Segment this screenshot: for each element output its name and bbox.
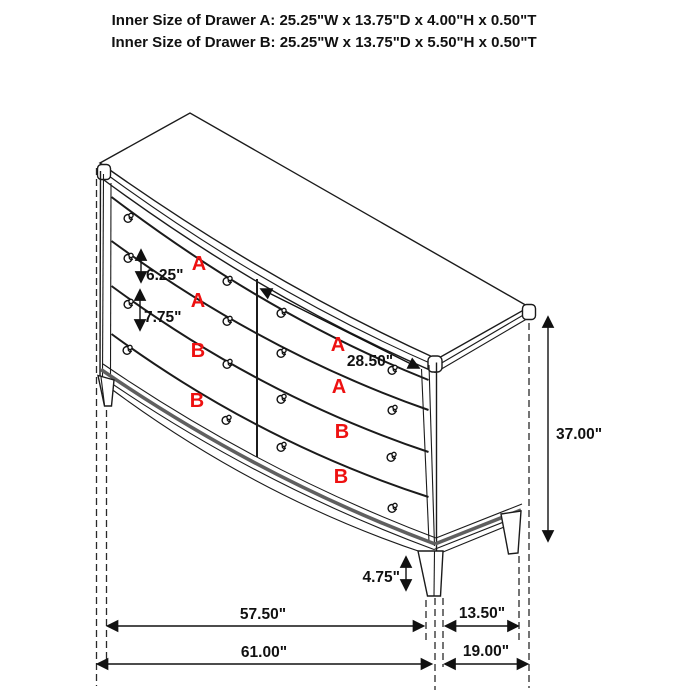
header [111, 12, 536, 51]
dim-front-width-between-legs-label: 57.50" [239, 606, 287, 623]
drawer-label-right-a1: A [330, 334, 346, 356]
drawer-label-right-a2: A [331, 376, 347, 398]
dim-overall-width-label: 61.00" [240, 644, 288, 661]
dim-leg-height-label: 4.75" [362, 569, 400, 586]
dim-overall-depth-label: 19.00" [462, 643, 510, 660]
drawer-label-right-b2: B [333, 466, 349, 488]
drawer-label-left-b1: B [190, 340, 206, 362]
dim-overall-width [98, 644, 432, 664]
right-front-post [422, 363, 437, 552]
dim-drawer-b-front-height-label: 7.75" [144, 309, 182, 326]
back-right-leg [501, 511, 521, 554]
drawer-label-left-a2: A [190, 290, 206, 312]
front-left-leg [98, 376, 114, 407]
dim-overall-height-label: 37.00" [556, 426, 603, 443]
left-front-post [100, 171, 111, 377]
dim-overall-depth [445, 643, 528, 664]
drawer-label-left-a1: A [191, 253, 207, 275]
drawer-label-left-b2: B [189, 390, 205, 412]
dim-drawer-opening-width-label: 28.50" [346, 353, 394, 370]
dim-overall-height [548, 317, 602, 541]
dim-front-width-between-legs [108, 606, 424, 626]
dim-drawer-a-front-height [141, 250, 184, 284]
dim-drawer-a-front-height-label: 6.25" [146, 267, 184, 284]
header-line-1: Inner Size of Drawer A: 25.25"W x 13.75"D x 4.00"H x 0.50"T [111, 12, 537, 29]
drawer-label-right-b1: B [334, 421, 350, 443]
dim-drawer-b-front-height [140, 290, 182, 330]
dim-leg-height [362, 557, 406, 590]
front-right-leg [418, 551, 443, 596]
dim-side-depth-between-legs-label: 13.50" [458, 605, 506, 622]
dresser-top-surface [99, 113, 530, 373]
dim-side-depth-between-legs [446, 605, 519, 626]
header-line-2: Inner Size of Drawer B: 25.25"W x 13.75"D x 5.50"H x 0.50"T [111, 34, 537, 51]
base-molding [100, 364, 522, 554]
